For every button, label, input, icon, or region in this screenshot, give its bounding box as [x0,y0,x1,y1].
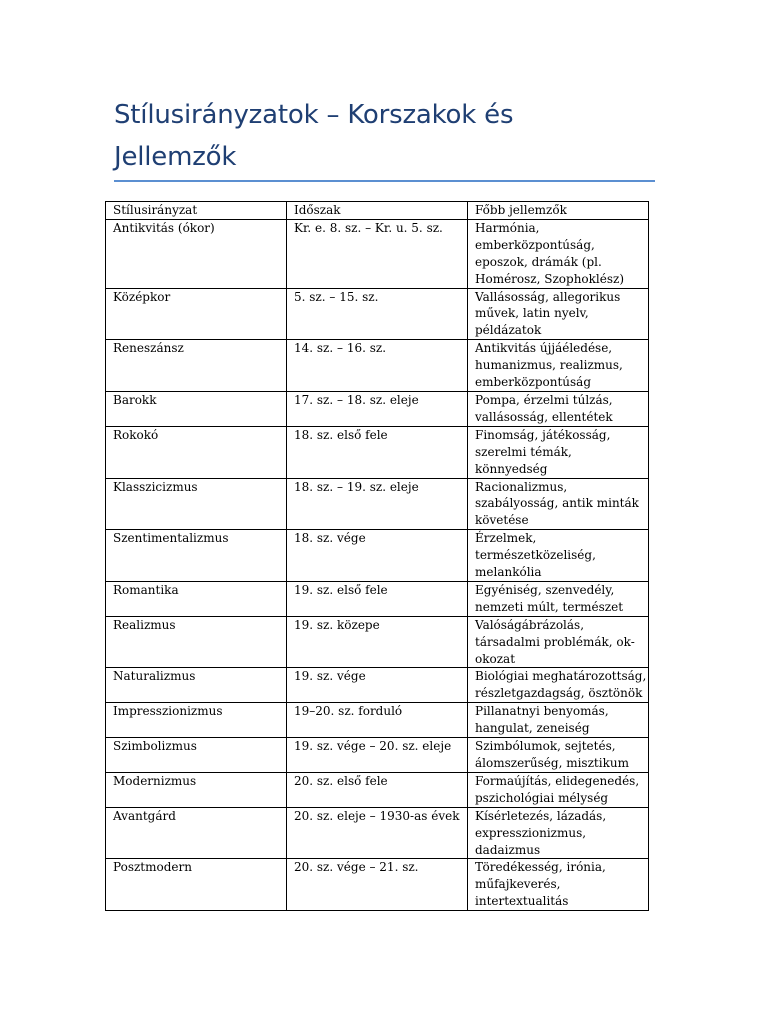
cell-style: Klasszicizmus [106,478,287,530]
table-row [106,859,649,911]
cell-features: Érzelmek, természetközeliség, melankólia [468,530,649,582]
cell-period: 17. sz. – 18. sz. eleje [287,391,468,426]
cell-features: Egyéniség, szenvedély, nemzeti múlt, természet [468,581,649,616]
styles-table [105,201,649,911]
table-row [106,703,649,738]
header-cell-period: Időszak [287,202,468,220]
cell-style: Rokokó [106,426,287,478]
cell-style: Középkor [106,288,287,340]
table-row [106,426,649,478]
cell-features: Formaújítás, elidegenedés, pszichológiai mélység [468,772,649,807]
table-row [106,391,649,426]
page-title: Stílusirányzatok – Korszakok és Jellemzők [114,100,514,172]
cell-style: Szentimentalizmus [106,530,287,582]
cell-style: Avantgárd [106,807,287,859]
header-cell-features: Főbb jellemzők [468,202,649,220]
cell-period: 19. sz. közepe [287,616,468,668]
cell-style: Reneszánsz [106,340,287,392]
cell-period: Kr. e. 8. sz. – Kr. u. 5. sz. [287,219,468,288]
table-row [106,668,649,703]
cell-period: 18. sz. első fele [287,426,468,478]
table-row [106,219,649,288]
cell-style: Barokk [106,391,287,426]
cell-features: Valóságábrázolás, társadalmi problémák, ok- okozat [468,616,649,668]
cell-features: Vallásosság, allegorikus művek, latin nyelv, példázatok [468,288,649,340]
table-row [106,807,649,859]
cell-period: 20. sz. első fele [287,772,468,807]
cell-features: Pillanatnyi benyomás, hangulat, zeneiség [468,703,649,738]
cell-period: 19. sz. első fele [287,581,468,616]
cell-period: 18. sz. vége [287,530,468,582]
table-row [106,340,649,392]
cell-style: Naturalizmus [106,668,287,703]
cell-features: Antikvitás újjáéledése, humanizmus, realizmus, emberközpontúság [468,340,649,392]
cell-period: 14. sz. – 16. sz. [287,340,468,392]
cell-period: 18. sz. – 19. sz. eleje [287,478,468,530]
title-underline [114,180,655,182]
cell-style: Posztmodern [106,859,287,911]
cell-period: 20. sz. vége – 21. sz. [287,859,468,911]
cell-features: Töredékesség, irónia, műfajkeverés, intertextualitás [468,859,649,911]
cell-features: Kísérletezés, lázadás, expresszionizmus, dadaizmus [468,807,649,859]
table-header-row [106,202,649,220]
cell-style: Szimbolizmus [106,738,287,773]
cell-style: Antikvitás (ókor) [106,219,287,288]
table-row [106,738,649,773]
cell-period: 19–20. sz. forduló [287,703,468,738]
cell-period: 5. sz. – 15. sz. [287,288,468,340]
cell-period: 20. sz. eleje – 1930-as évek [287,807,468,859]
table-row [106,288,649,340]
table-row [106,478,649,530]
header-cell-style: Stílusirányzat [106,202,287,220]
cell-features: Harmónia, emberközpontúság, eposzok, drámák (pl. Homérosz, Szophoklész) [468,219,649,288]
cell-features: Racionalizmus, szabályosság, antik minták követése [468,478,649,530]
cell-style: Realizmus [106,616,287,668]
cell-features: Biológiai meghatározottság, részletgazdagság, ösztönök [468,668,649,703]
table-row [106,581,649,616]
cell-style: Romantika [106,581,287,616]
cell-features: Pompa, érzelmi túlzás, vallásosság, ellentétek [468,391,649,426]
table-row [106,772,649,807]
table-row [106,616,649,668]
cell-period: 19. sz. vége – 20. sz. eleje [287,738,468,773]
table-row [106,530,649,582]
cell-style: Modernizmus [106,772,287,807]
cell-period: 19. sz. vége [287,668,468,703]
cell-features: Szimbólumok, sejtetés, álomszerűség, misztikum [468,738,649,773]
cell-style: Impresszionizmus [106,703,287,738]
cell-features: Finomság, játékosság, szerelmi témák, könnyedség [468,426,649,478]
